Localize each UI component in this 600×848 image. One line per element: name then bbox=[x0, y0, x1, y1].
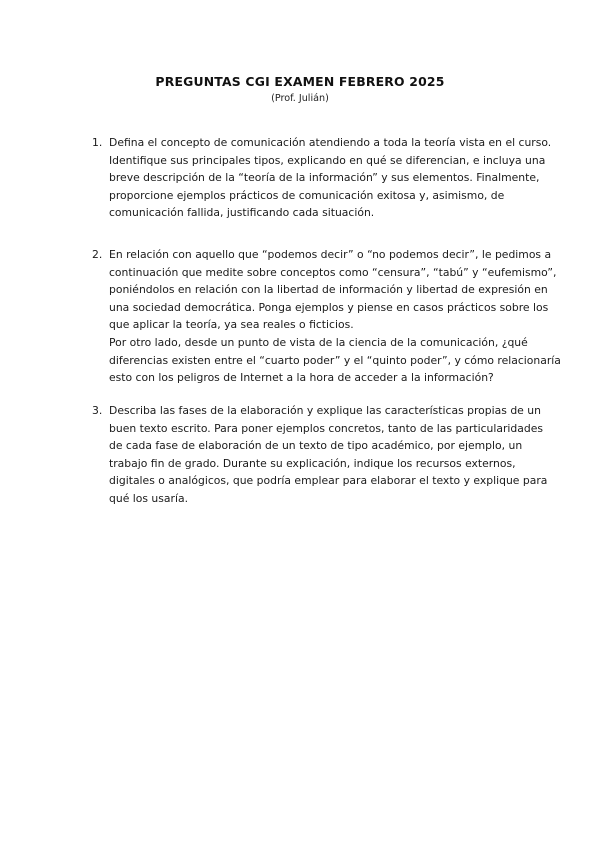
question-line: poniéndolos en relación con la libertad de información y libertad de expresión en bbox=[109, 283, 548, 297]
question-line: trabajo fin de grado. Durante su explicación, indique los recursos externos, bbox=[109, 456, 516, 470]
question-line: qué los usaría. bbox=[109, 491, 189, 505]
question-line: diferencias existen entre el “cuarto poder” y el “quinto poder”, y cómo relacionaría bbox=[109, 353, 561, 367]
page-subtitle: (Prof. Julián) bbox=[271, 93, 329, 104]
question-text bbox=[109, 134, 552, 222]
question-line: buen texto escrito. Para poner ejemplos concretos, tanto de las particularidades bbox=[109, 421, 544, 435]
question-1 bbox=[92, 134, 552, 222]
question-line: Defina el concepto de comunicación atendiendo a toda la teoría vista en el curso. bbox=[109, 136, 552, 149]
question-line: digitales o analógicos, que podría emplear para elaborar el texto y explique para bbox=[109, 474, 548, 488]
question-text bbox=[109, 246, 561, 387]
question-line: proporcione ejemplos prácticos de comunicación exitosa y, asimismo, de bbox=[109, 188, 505, 202]
question-number: 2. bbox=[92, 248, 103, 261]
question-line: breve descripción de la “teoría de la información” y sus elementos. Finalmente, bbox=[109, 171, 540, 185]
question-line: que aplicar la teoría, ya sea reales o ficticios. bbox=[109, 318, 354, 332]
question-line: Por otro lado, desde un punto de vista de la ciencia de la comunicación, ¿qué bbox=[109, 335, 528, 349]
question-line: En relación con aquello que “podemos decir” o “no podemos decir”, le pedimos a bbox=[109, 248, 552, 261]
question-line: continuación que medite sobre conceptos como “censura”, “tabú” y “eufemismo”, bbox=[109, 265, 557, 279]
question-line: de cada fase de elaboración de un texto de tipo académico, por ejemplo, un bbox=[109, 439, 523, 453]
question-number: 1. bbox=[92, 136, 103, 149]
page-title: PREGUNTAS CGI EXAMEN FEBRERO 2025 bbox=[155, 74, 445, 89]
question-line: Identifique sus principales tipos, explicando en qué se diferencian, e incluya una bbox=[109, 153, 546, 167]
question-line: una sociedad democrática. Ponga ejemplos y piense en casos prácticos sobre los bbox=[109, 300, 549, 314]
question-line: comunicación fallida, justificando cada situación. bbox=[109, 206, 375, 220]
question-3 bbox=[92, 402, 548, 508]
question-number: 3. bbox=[92, 404, 103, 417]
question-text bbox=[109, 402, 548, 508]
question-2 bbox=[92, 246, 561, 387]
question-line: esto con los peligros de Internet a la hora de acceder a la información? bbox=[109, 371, 494, 385]
question-line: Describa las fases de la elaboración y explique las características propias de un bbox=[109, 404, 541, 417]
